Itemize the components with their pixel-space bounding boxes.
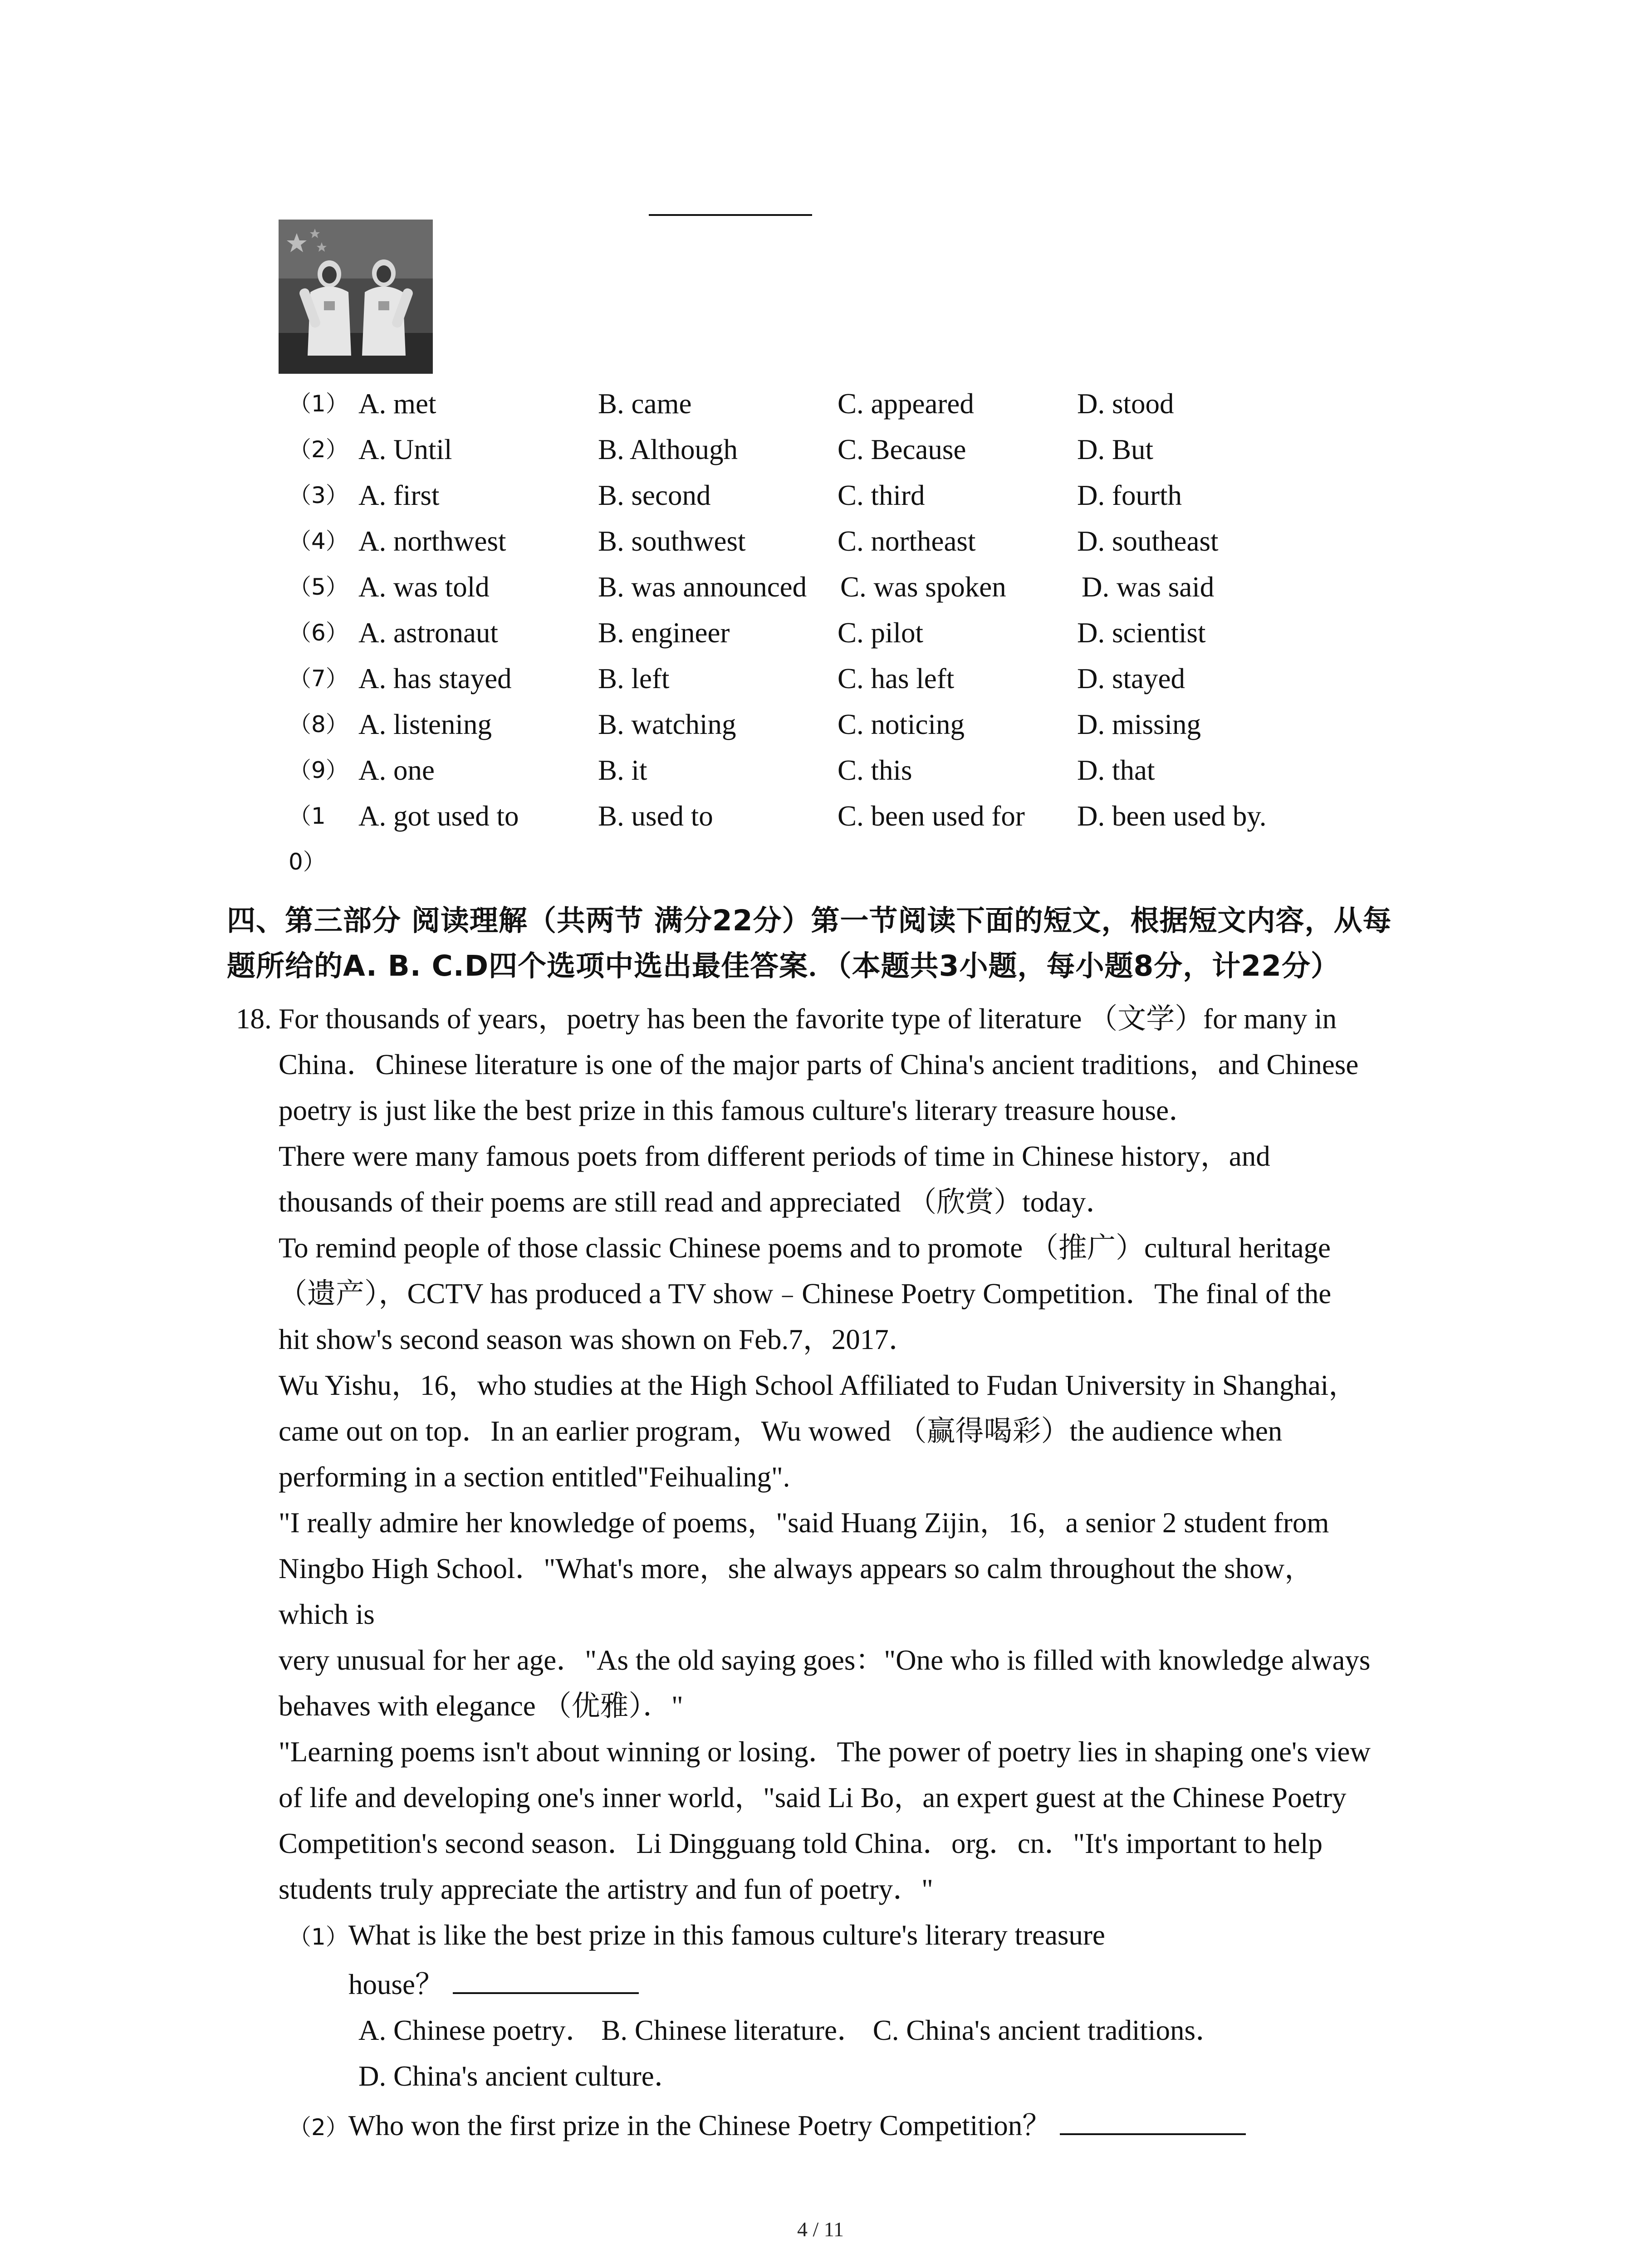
- answer-blank-line: [649, 214, 812, 216]
- passage-line: Competition's second season．Li Dingguang told China．org．cn．"It's important to help: [279, 1828, 1323, 1859]
- answer-blank[interactable]: [453, 1965, 639, 1994]
- option-c: C. Because: [838, 434, 966, 465]
- option-c: C. this: [838, 754, 912, 786]
- option-c: C. was spoken: [840, 571, 1006, 603]
- sub-question-text: Who won the first prize in the Chinese Poetry Competition？: [348, 2110, 1051, 2141]
- passage-line: hit show's second season was shown on Feb.7，2017．: [279, 1324, 917, 1355]
- sub-question-1-continued: [348, 1962, 639, 2007]
- option-number: （1）: [289, 391, 348, 417]
- option-number: （6）: [289, 620, 348, 646]
- option-d: D. missing: [1077, 709, 1201, 740]
- astronauts-illustration: [279, 220, 433, 374]
- option-a: A. got used to: [358, 800, 519, 832]
- option-d: D. stayed: [1077, 663, 1185, 694]
- page-number: 4 / 11: [797, 2218, 844, 2241]
- option-c: C. appeared: [838, 388, 974, 420]
- option-b: B. was announced: [598, 571, 807, 603]
- passage-line: Wu Yishu，16，who studies at the High School Affiliated to Fudan University in Shanghai，: [279, 1369, 1357, 1401]
- passage-line: came out on top．In an earlier program，Wu wowed （赢得喝彩）the audience when: [279, 1415, 1283, 1447]
- section-heading-line-1: 四、第三部分 阅读理解（共两节 满分22分）第一节阅读下面的短文，根据短文内容，从每: [227, 904, 1392, 937]
- passage-line: behaves with elegance （优雅）．": [279, 1690, 683, 1722]
- option-b: B. second: [598, 479, 711, 511]
- passage-line: performing in a section entitled"Feihualing".: [279, 1461, 790, 1493]
- option-c: C. pilot: [838, 617, 924, 649]
- option-d: D. that: [1077, 754, 1155, 786]
- option-a: A. met: [358, 388, 436, 420]
- option-number: （9）: [289, 757, 348, 783]
- option-a: A. listening: [358, 709, 492, 740]
- option-a: A. has stayed: [358, 663, 512, 694]
- option-b: B. came: [598, 388, 692, 420]
- option-d: D. But: [1077, 434, 1154, 465]
- passage-line: There were many famous poets from different periods of time in Chinese history，and: [279, 1140, 1270, 1172]
- option-number: （8）: [289, 711, 348, 738]
- option-number-tail: 0）: [289, 849, 326, 875]
- option-a: A. northwest: [358, 525, 506, 557]
- option-d: D. been used by.: [1077, 800, 1267, 832]
- option-number: （3）: [289, 482, 348, 508]
- option-a: A. was told: [358, 571, 490, 603]
- option-c: C. third: [838, 479, 925, 511]
- passage-line: China．Chinese literature is one of the major parts of China's ancient traditions，and Chinese: [279, 1049, 1359, 1080]
- sub-question-1-options: A. Chinese poetry． B. Chinese literature． C. China's ancient traditions．: [358, 2014, 1224, 2046]
- passage-line: thousands of their poems are still read and appreciated （欣赏）today．: [279, 1186, 1115, 1218]
- option-b: B. engineer: [598, 617, 730, 649]
- option-b: B. southwest: [598, 525, 746, 557]
- option-b: B. watching: [598, 709, 736, 740]
- sub-question-1: [289, 1912, 1105, 1960]
- option-a: A. astronaut: [358, 617, 498, 649]
- option-c: C. has left: [838, 663, 955, 694]
- passage-line: （遗产），CCTV has produced a TV show﹣Chinese Poetry Competition．The final of the: [279, 1278, 1332, 1310]
- passage-line: "I really admire her knowledge of poems，"said Huang Zijin，16，a senior 2 student from: [279, 1507, 1329, 1539]
- passage-line: "Learning poems isn't about winning or losing．The power of poetry lies in shaping one's view: [279, 1736, 1371, 1768]
- sub-question-number: （1）: [289, 1924, 348, 1950]
- passage-line: poetry is just like the best prize in this famous culture's literary treasure house．: [279, 1095, 1198, 1126]
- option-number: （2）: [289, 436, 348, 463]
- option-a: A. Until: [358, 434, 452, 465]
- option-d: D. stood: [1077, 388, 1174, 420]
- option-number: （1: [289, 803, 326, 829]
- section-heading-line-2: 题所给的A. B. C.D四个选项中选出最佳答案．（本题共3小题，每小题8分，计22分）: [227, 949, 1340, 982]
- option-b: B. Although: [598, 434, 738, 465]
- option-d: D. scientist: [1077, 617, 1206, 649]
- option-c: C. noticing: [838, 709, 965, 740]
- passage-line: For thousands of years，poetry has been the favorite type of literature （文学）for many in: [279, 1003, 1337, 1035]
- sub-question-text: What is like the best prize in this famous culture's literary treasure: [348, 1919, 1105, 1951]
- passage-line: which is: [279, 1598, 375, 1630]
- option-d: D. was said: [1082, 571, 1215, 603]
- option-b: B. left: [598, 663, 670, 694]
- option-a: A. first: [358, 479, 440, 511]
- sub-question-2: [289, 2103, 1246, 2150]
- astronauts-photo: [279, 220, 433, 374]
- option-number: （5）: [289, 574, 348, 600]
- answer-blank[interactable]: [1060, 2106, 1246, 2135]
- option-number: （7）: [289, 665, 348, 692]
- option-c: C. been used for: [838, 800, 1025, 832]
- option-a: A. one: [358, 754, 435, 786]
- sub-question-1-options-continued: D. China's ancient culture．: [358, 2060, 683, 2092]
- question-number: 18.: [236, 1003, 272, 1035]
- option-b: B. it: [598, 754, 647, 786]
- option-b: B. used to: [598, 800, 713, 832]
- passage-line: students truly appreciate the artistry and fun of poetry．": [279, 1873, 933, 1905]
- passage-line: To remind people of those classic Chinese poems and to promote （推广）cultural heritage: [279, 1232, 1331, 1264]
- passage-line: of life and developing one's inner world，"said Li Bo，an expert guest at the Chinese Poetry: [279, 1782, 1347, 1813]
- passage-line: Ningbo High School．"What's more，she always appears so calm throughout the show，: [279, 1553, 1313, 1584]
- option-number: （4）: [289, 528, 348, 554]
- sub-question-number: （2）: [289, 2114, 348, 2141]
- option-d: D. southeast: [1077, 525, 1219, 557]
- option-c: C. northeast: [838, 525, 976, 557]
- passage-line: very unusual for her age．"As the old saying goes："One who is filled with knowledge always: [279, 1644, 1371, 1676]
- sub-question-text-continued: house？: [348, 1969, 444, 2000]
- option-d: D. fourth: [1077, 479, 1182, 511]
